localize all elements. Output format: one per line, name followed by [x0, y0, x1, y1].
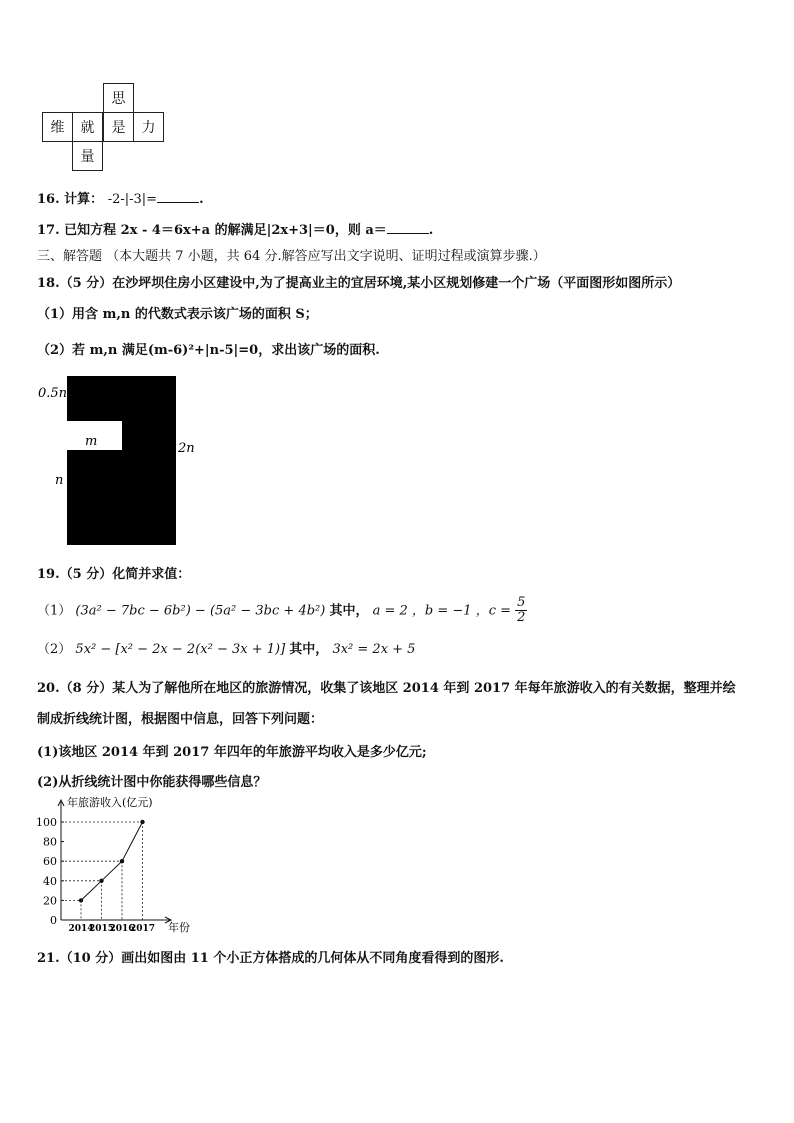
data-point — [120, 859, 124, 863]
question-18-title: 18.（5 分）在沙坪坝住房小区建设中,为了提高业主的宜居环境,某小区规划修建一个广场（平面图形如图所示） — [37, 276, 681, 291]
answer-blank — [157, 190, 199, 203]
period: . — [428, 223, 434, 238]
question-17 — [37, 219, 433, 238]
data-point — [99, 879, 103, 883]
label-left: n — [55, 473, 64, 488]
where-text: 其中， — [289, 642, 329, 657]
question-18-part1: （1）用含 m,n 的代数式表示该广场的面积 S； — [37, 307, 318, 322]
plaza-shape — [67, 376, 176, 545]
y-tick-label: 20 — [43, 894, 57, 908]
net-cell: 就 — [72, 112, 103, 142]
net-cell: 维 — [42, 112, 73, 142]
period: . — [199, 192, 204, 207]
question-16 — [37, 188, 204, 207]
question-20-line2: 制成折线统计图，根据图中信息，回答下列问题： — [37, 712, 324, 727]
expression: -2-|-3|= — [107, 192, 158, 207]
fraction — [515, 596, 527, 626]
x-tick-label: 2016 — [109, 924, 135, 934]
values: a = 2 ，b = −1 ，c = — [372, 603, 512, 619]
question-20-part1: (1)该地区 2014 年到 2017 年四年的年旅游平均收入是多少亿元; — [37, 745, 427, 760]
question-18-part2: （2）若 m,n 满足(m-6)²+|n-5|=0，求出该广场的面积. — [37, 343, 380, 358]
tourism-line-chart — [28, 792, 198, 940]
net-cell: 力 — [133, 112, 164, 142]
where-text: 其中， — [329, 603, 369, 619]
question-19-title: 19.（5 分）化简并求值： — [37, 567, 191, 582]
label-bottom: 2m — [105, 531, 126, 546]
numerator: 5 — [517, 595, 526, 610]
expression: (3a² − 7bc − 6b²) − (5a² − 3bc + 4b²) — [75, 603, 326, 619]
y-axis-title: 年旅游收入(亿元) — [67, 796, 153, 809]
net-cell: 是 — [103, 112, 134, 142]
y-tick-label: 80 — [43, 835, 57, 849]
x-tick-label: 2015 — [88, 924, 115, 934]
plaza-figure — [35, 370, 205, 550]
x-axis-title: 年份 — [168, 921, 190, 934]
x-tick-label: 2014 — [68, 924, 94, 934]
part-number: （2） — [37, 642, 72, 657]
question-20-part2: (2)从折线统计图中你能获得哪些信息？ — [37, 775, 267, 790]
label-right: 2n — [178, 441, 195, 456]
label-notch: m — [85, 434, 98, 449]
y-tick-label: 0 — [50, 914, 57, 927]
data-point — [140, 820, 144, 824]
denominator: 2 — [517, 610, 526, 626]
net-cell: 思 — [103, 83, 134, 113]
y-tick-label: 100 — [36, 816, 57, 829]
data-point — [79, 898, 83, 902]
question-text: 17. 已知方程 2x - 4＝6x+a 的解满足|2x+3|＝0，则 a＝ — [37, 223, 387, 238]
question-21: 21.（10 分）画出如图由 11 个小正方体搭成的几何体从不同角度看得到的图形. — [37, 951, 504, 966]
x-tick-label: 2017 — [129, 924, 156, 934]
part-number: （1） — [37, 603, 72, 619]
condition: 3x² = 2x + 5 — [332, 642, 416, 657]
y-tick-label: 40 — [43, 874, 57, 888]
y-tick-label: 60 — [43, 855, 57, 869]
question-19-part2 — [37, 638, 415, 657]
label-top: 0.5n — [38, 386, 68, 401]
section-heading: 三、解答题 （本大题共 7 小题，共 64 分.解答应写出文字说明、证明过程或演算步骤.） — [37, 249, 546, 264]
question-20-line1: 20.（8 分）某人为了解他所在地区的旅游情况，收集了该地区 2014 年到 2017 年每年旅游收入的有关数据，整理并绘 — [37, 681, 736, 696]
question-text: 计算： — [64, 192, 104, 207]
question-19-part1 — [37, 596, 527, 626]
answer-blank — [387, 221, 429, 234]
expression: 5x² − [x² − 2x − 2(x² − 3x + 1)] — [75, 642, 286, 657]
question-number: 16. — [37, 192, 60, 207]
net-cell: 量 — [72, 141, 103, 171]
